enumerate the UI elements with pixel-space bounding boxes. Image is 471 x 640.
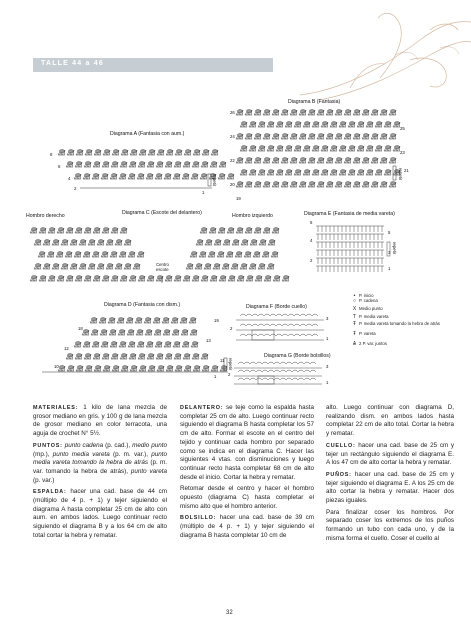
size-header-label: TALLE 44 a 46 [41,60,104,67]
row-number: 3 [388,250,391,255]
label-centro-escote: Centro escote [156,262,169,272]
repeat-label-e: repetir [392,242,397,255]
row-number: 2 [310,258,313,263]
row-number: 6 [58,164,61,169]
legend-item: ○ P. cadena [352,298,378,304]
diagram-f-title: Diagrama F (Borde cuello) [246,304,307,310]
row-number: 20 [230,182,235,187]
diagram-g-title: Diagrama G (Borde bolsillos) [264,353,331,359]
row-number: 10 [54,364,59,369]
row-number: 24 [230,134,235,139]
row-number: 4 [68,176,71,181]
row-number: 1 [326,336,329,341]
row-number: 13 [206,338,211,343]
text-column-2: DELANTERO: se teje como la espalda hasta completar 25 cm de alto. Luego continuar recto siguiendo el diagrama B hasta completar los 57 cm de alto. Formar el escote en el centro del tejido y continuar cada hombro por separado como se indica en el diagrama C. Hacer las siguientes 4 vtas. con disminuciones y luego continuar recto hasta completar 68 cm de alto desde el inicio. Cortar la hebra y rematar. Retomar desde el centro y hacer el hombro opuesto (diagrama C) hasta completar el mismo alto que el hombro anterior. BOLSILLO: hacer una cad. base de 39 cm (múltiplo de 4 p. + 1) y tejer siguiendo el diagrama B hasta completar 10 cm de [180,404,315,539]
row-number: 12 [64,346,69,351]
row-number: 1 [326,380,329,385]
repeat-label-d: repetir [228,358,233,371]
row-number: 1 [388,266,391,271]
diagram-c-title: Diagrama C (Escote del delantero) [122,210,202,216]
row-number: 26 [230,110,235,115]
stitch-legend [350,292,460,348]
diagram-d-grid [42,318,228,372]
row-number: 2 [228,372,231,377]
legend-item: • P. inicio [353,293,374,299]
row-number: 6 [310,220,313,225]
diagram-c-grid [30,228,289,283]
row-number: 3 [326,316,329,321]
legend-item: Ŧ P. vareta [352,331,376,337]
row-number: 21 [404,168,409,173]
diagram-d-title: Diagrama D (Fantasia con dism.) [104,302,181,308]
row-number: 4 [310,238,313,243]
diagram-a-title: Diagrama A (Fantasia con aum.) [110,131,185,137]
row-number: 25 [400,126,405,131]
diagram-e-title: Diagrama E (Fantasia de media vareta) [304,211,395,217]
repeat-label-b: repetir [398,168,403,181]
row-number: 3 [326,364,329,369]
legend-item: X Medio punto [352,306,383,312]
legend-item: Ŧ P. media vareta tomando la hebra de atrás [352,321,440,327]
row-number: 8 [50,152,53,157]
repeat-label-a: repetir [212,174,217,187]
text-column-3: alto. Luego continuar con diagrama D, realizando dism. en ambos lados hasta completar 22 cm de alto total. Cortar la hebra y rematar. CUELLO: hacer una cad. base de 25 cm y tejer un rectángulo siguiendo el diagrama E. A los 47 cm de alto cortar la hebra y rematar. PUÑOS: hacer una cad. base de 25 cm y tejer siguiendo el diagrama E. A los 25 cm de alto cortar la hebra y rematar. Hacer dos piezas iguales. Para finalizar coser los hombros. Por separado coser los extremos de los puños formando un tubo con cada uno, y de la misma forma el cuello. Coser el cuello al [326,404,454,542]
legend-item: T P. media vareta [352,314,389,320]
row-number: 5 [388,230,391,235]
diagram-a-grid [58,150,234,188]
row-number: 22 [230,158,235,163]
label-hombro-derecho: Hombro derecho [26,213,65,219]
diagram-b-title: Diagrama B (Fantasia) [288,99,341,105]
row-number: 2 [74,186,77,191]
diagram-g-grid [234,362,322,384]
diagram-e-grid [316,226,390,272]
row-number: 11 [220,358,225,363]
diagram-f-grid [236,314,324,340]
page-number: 32 [226,610,233,616]
row-number: 1 [214,374,217,379]
text-column-1: MATERIALES: 1 kilo de lana mezcla de grosor mediano en gris. y 100 g de lana mezcla de grosor mediano en color terracota, una aguja de crochet N° 5½. PUNTOS: punto cadena (p. cad.), medio punto (mp.), punto media vareta (p. m. var.), punto media vareta tomando la hebra de atrás (p. m. var. tomando la hebra de atrás), punto vareta (p. var.) ESPALDA: hacer una cad. base de 44 cm (múltiplo de 4 p. + 1) y tejer siguiendo el diagrama A hasta completar 25 cm de alto con aum. en ambos lados. Luego continuar recto siguiendo el diagrama B y a los 64 cm de alto total cortar la hebra y rematar. [33,404,168,539]
row-number: 1 [202,190,205,195]
diagram-b-grid [236,110,400,187]
row-number: 18 [78,326,83,331]
row-number: 2 [230,326,233,331]
row-number: 19 [214,318,219,323]
label-hombro-izquierdo: Hombro izquierdo [232,213,273,219]
row-number: 23 [400,150,405,155]
legend-item: Ѧ 2 P. var. juntos [352,341,387,347]
row-number: 19 [236,196,241,201]
